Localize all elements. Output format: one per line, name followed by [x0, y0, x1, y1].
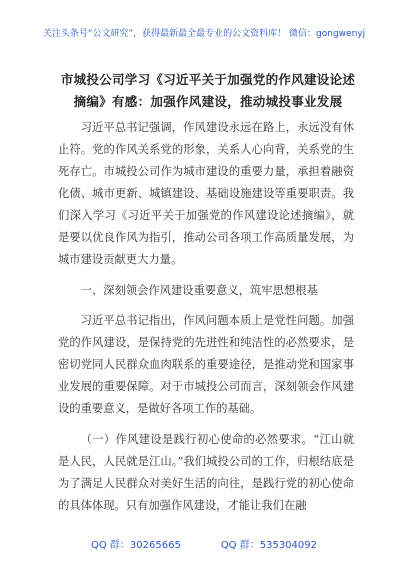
subsection-paragraph: （一）作风建设是践行初心使命的必然要求。“江山就是人民，人民就是江山。”我们城投公司的工作，归根结底是为了满足人民群众对美好生活的向往，是践行党的初心使命的具体体现。只有加强作风建设，才能让我们在融	[58, 433, 354, 512]
document-body	[58, 117, 354, 517]
section-paragraph: 习近平总书记指出，作风问题本质上是党性问题。加强党的作风建设，是保持党的先进性和纯洁性的必然要求，是密切党同人民群众血肉联系的重要途径，是推动党和国家事业发展的重要保障。对于市城投公司而言，深刻领会作风建设的重要意义，是做好各项工作的基础。	[58, 314, 354, 415]
footer-qq-group-2[interactable]: QQ 群：535304092	[220, 540, 317, 551]
section-heading: 一、深刻领会作风建设重要意义，筑牢思想根基	[80, 284, 318, 297]
document-title: 市城投公司学习《习近平关于加强党的作风建设论述摘编》有感：加强作风建设，推动城投事业发展	[60, 72, 356, 109]
intro-paragraph: 习近平总书记强调，作风建设永远在路上，永远没有休止符。党的作风关系党的形象，关系人心向背，关系党的生死存亡。市城投公司作为城市建设的重要力量，承担着融资化债、城市更新、城镇建设、基础设施建设等重要职责。我们深入学习《习近平关于加强党的作风建设论述摘编》，就是要以优良作风为指引，推动公司各项工作高质量发展，为城市建设贡献更大力量。	[58, 121, 354, 266]
footer-qq-group-1[interactable]: QQ 群：30265665	[90, 540, 181, 551]
header-banner[interactable]: 关注头条号“公文研究”，获得最新最全最专业的公文资料库！ 微信：gongwenyj	[42, 29, 366, 39]
footer-qq	[0, 536, 408, 551]
